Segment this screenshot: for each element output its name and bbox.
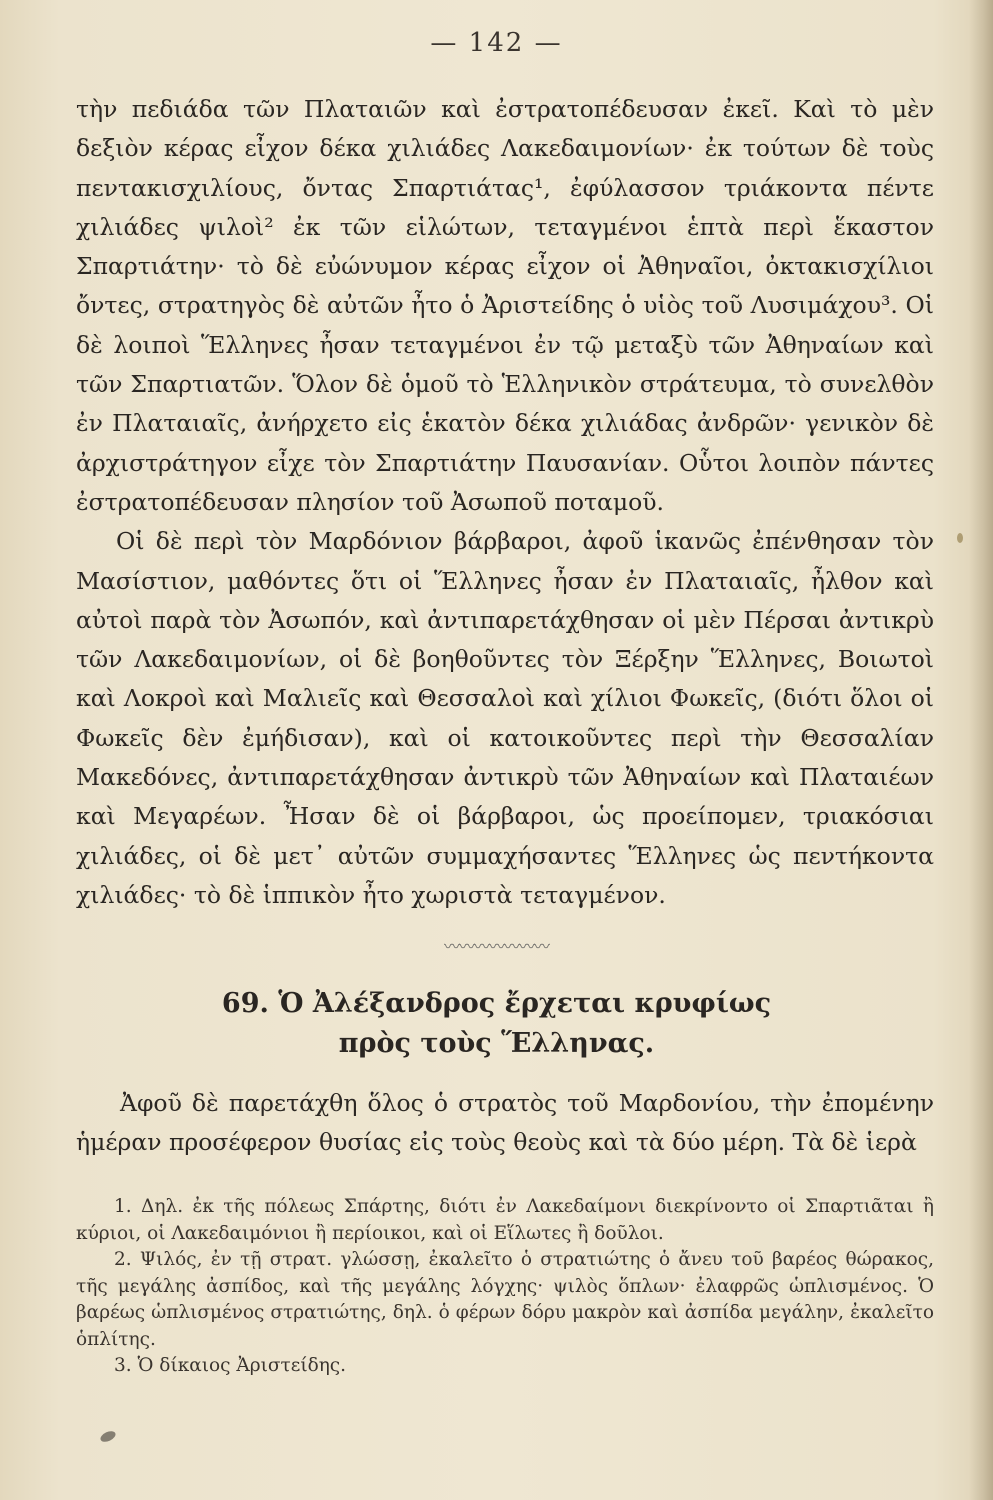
section-heading	[0, 984, 993, 1064]
section-heading-line-1: 69. Ὁ Ἀλέξανδρος ἔρχεται κρυφίως	[221, 988, 772, 1019]
paragraph: Οἱ δὲ περὶ τὸν Μαρδόνιον βάρβαροι, ἀφοῦ ἱκανῶς ἐπένθησαν τὸν Μασίστιον, μαθόντες ὅτι οἱ Ἕλληνες ἦσαν ἐν Πλαταιαῖς, ἦλθον καὶ αὐτοὶ παρὰ τὸν Ἀσωπόν, καὶ ἀντιπαρετάχθησαν οἱ μὲν Πέρσαι ἀντικρὺ τῶν Λακεδαιμονίων, οἱ δὲ βοηθοῦντες τὸν Ξέρξην Ἕλληνες, Βοιωτοὶ καὶ Λοκροὶ καὶ Μαλιεῖς καὶ Θεσσαλοὶ καὶ χίλιοι Φωκεῖς, (διότι ὅλοι οἱ Φωκεῖς δὲν ἐμήδισαν), καὶ οἱ κατοικοῦντες περὶ τὴν Θεσσαλίαν Μακεδόνες, ἀντιπαρετάχθησαν ἀντικρὺ τῶν Ἀθηναίων καὶ Πλαταιέων καὶ Μεγαρέων. Ἦσαν δὲ οἱ βάρβαροι, ὡς προείπομεν, τριακόσιαι χιλιάδες, οἱ δὲ μετ᾽ αὐτῶν συμμαχήσαντες Ἕλληνες ὡς πεντήκοντα χιλιάδες· τὸ δὲ ἱππικὸν ἦτο χωριστὰ τεταγμένον.	[76, 527, 934, 909]
margin-mark	[957, 533, 963, 543]
section-heading-line-2: πρὸς τοὺς Ἕλληνας.	[338, 1028, 655, 1059]
page-edge-shadow	[969, 0, 993, 1500]
footnote: 3. Ὁ δίκαιος Ἀριστείδης.	[114, 1355, 347, 1376]
paragraph: τὴν πεδιάδα τῶν Πλαταιῶν καὶ ἐστρατοπέδευσαν ἐκεῖ. Καὶ τὸ μὲν δεξιὸν κέρας εἶχον δέκα χιλιάδες Λακεδαιμονίων· ἐκ τούτων δὲ τοὺς πεντακισχιλίους, ὄντας Σπαρτιάτας¹, ἐφύλασσον τριάκοντα πέντε χιλιάδες ψιλοὶ² ἐκ τῶν εἱλώτων, τεταγμένοι ἑπτὰ περὶ ἕκαστον Σπαρτιάτην· τὸ δὲ εὐώνυμον κέρας εἶχον οἱ Ἀθηναῖοι, ὀκτακισχίλιοι ὄντες, στρατηγὸς δὲ αὐτῶν ἦτο ὁ Ἀριστείδης ὁ υἱὸς τοῦ Λυσιμάχου³. Οἱ δὲ λοιποὶ Ἕλληνες ἦσαν τεταγμένοι ἐν τῷ μεταξὺ τῶν Ἀθηναίων καὶ τῶν Σπαρτιατῶν. Ὅλον δὲ ὁμοῦ τὸ Ἑλληνικὸν στράτευμα, τὸ συνελθὸν ἐν Πλαταιαῖς, ἀνήρχετο εἰς ἑκατὸν δέκα χιλιάδας ἀνδρῶν· γενικὸν δὲ ἀρχιστράτηγον εἶχε τὸν Σπαρτιάτην Παυσανίαν. Οὗτοι λοιπὸν πάντες ἐστρατοπέδευσαν πλησίον τοῦ Ἀσωποῦ ποταμοῦ.	[76, 95, 934, 516]
page-number: — 142 —	[430, 28, 563, 58]
section-paragraph: Ἀφοῦ δὲ παρετάχθη ὅλος ὁ στρατὸς τοῦ Μαρδονίου, τὴν ἐπομένην ἡμέραν προσέφερον θυσίας εἰς τοὺς θεοὺς καὶ τὰ δύο μέρη. Τὰ δὲ ἱερὰ	[76, 1089, 934, 1156]
ink-smudge	[99, 1429, 117, 1444]
main-text	[76, 90, 934, 915]
footnotes	[76, 1194, 934, 1380]
section-divider: 〰〰〰〰〰〰〰	[443, 937, 549, 956]
footnote: 1. Δηλ. ἐκ τῆς πόλεως Σπάρτης, διότι ἐν Λακεδαίμονι διεκρίνοντο οἱ Σπαρτιᾶται ἢ κύριοι, οἱ Λακεδαιμόνιοι ἢ περίοικοι, καὶ οἱ Εἵλωτες ἢ δοῦλοι.	[76, 1196, 934, 1244]
footnote: 2. Ψιλός, ἐν τῇ στρατ. γλώσσῃ, ἐκαλεῖτο ὁ στρατιώτης ὁ ἄνευ τοῦ βαρέος θώρακος, τῆς μεγάλης ἀσπίδος, καὶ τῆς μεγάλης λόγχης· ψιλὸς ὅπλων· ἐλαφρῶς ὡπλισμένος. Ὁ βαρέως ὡπλισμένος στρατιώτης, δηλ. ὁ φέρων δόρυ μακρὸν καὶ ἀσπίδα μεγάλην, ἐκαλεῖτο ὁπλίτης.	[76, 1249, 934, 1350]
